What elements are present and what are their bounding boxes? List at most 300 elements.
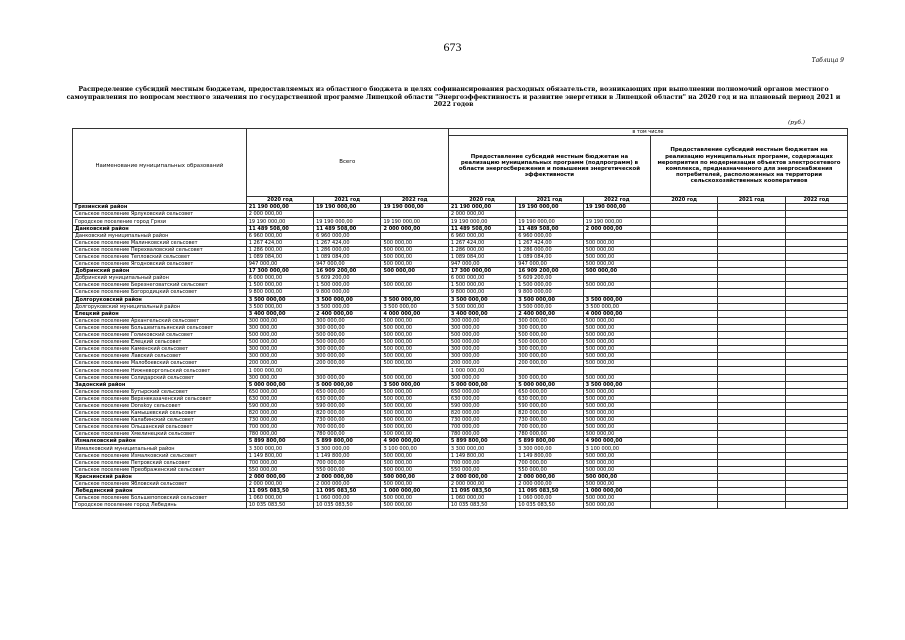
amount-cell: 300 000,00 — [516, 374, 583, 381]
amount-cell — [718, 331, 785, 338]
amount-cell — [785, 346, 847, 353]
amount-cell: 2 000 000,00 — [583, 225, 650, 232]
amount-cell — [651, 232, 718, 239]
amount-cell: 2 400 000,00 — [314, 310, 381, 317]
amount-cell: 17 300 000,00 — [448, 268, 515, 275]
amount-cell: 19 190 000,00 — [516, 218, 583, 225]
table-row — [73, 211, 848, 218]
amount-cell — [718, 431, 785, 438]
district-row — [73, 473, 848, 480]
amount-cell: 3 300 000,00 — [314, 445, 381, 452]
amount-cell — [651, 317, 718, 324]
amount-cell: 2 000 000,00 — [246, 211, 313, 218]
amount-cell: 19 190 000,00 — [246, 218, 313, 225]
table-row — [73, 480, 848, 487]
amount-cell: 5 609 200,00 — [314, 275, 381, 282]
amount-cell: 19 190 000,00 — [583, 218, 650, 225]
amount-cell — [651, 459, 718, 466]
amount-cell: 1 267 424,00 — [448, 239, 515, 246]
amount-cell — [718, 204, 785, 211]
amount-cell: 6 960 000,00 — [246, 232, 313, 239]
amount-cell: 1 267 424,00 — [314, 239, 381, 246]
amount-cell: 3 400 000,00 — [448, 310, 515, 317]
amount-cell: 200 000,00 — [314, 360, 381, 367]
amount-cell: 3 500 000,00 — [448, 296, 515, 303]
amount-cell: 1 060 000,00 — [516, 495, 583, 502]
municipality-name: Сельское поселение Богородицкий сельсовет — [73, 289, 247, 296]
amount-cell: 500 000,00 — [381, 246, 448, 253]
amount-cell — [651, 388, 718, 395]
amount-cell — [785, 253, 847, 260]
amount-cell: 3 300 000,00 — [448, 445, 515, 452]
amount-cell — [718, 445, 785, 452]
amount-cell: 630 000,00 — [314, 395, 381, 402]
amount-cell — [785, 431, 847, 438]
amount-cell: 630 000,00 — [246, 395, 313, 402]
table-row — [73, 410, 848, 417]
amount-cell — [651, 381, 718, 388]
amount-cell: 500 000,00 — [448, 331, 515, 338]
amount-cell: 9 800 000,00 — [314, 289, 381, 296]
amount-cell: 3 500 000,00 — [246, 296, 313, 303]
amount-cell — [718, 452, 785, 459]
municipality-name: Добринский район — [73, 268, 247, 275]
district-row — [73, 296, 848, 303]
amount-cell — [718, 381, 785, 388]
amount-cell: 500 000,00 — [381, 324, 448, 331]
amount-cell: 19 190 000,00 — [381, 204, 448, 211]
municipality-name: Сельское поселение Верхнеказаченский сельсовет — [73, 395, 247, 402]
amount-cell: 500 000,00 — [381, 480, 448, 487]
amount-cell: 500 000,00 — [381, 346, 448, 353]
amount-cell — [785, 452, 847, 459]
municipality-name: Сельское поселение Березнеговатский сельсовет — [73, 282, 247, 289]
amount-cell: 19 190 000,00 — [314, 218, 381, 225]
amount-cell: 1 089 084,00 — [516, 253, 583, 260]
amount-cell: 500 000,00 — [381, 502, 448, 509]
amount-cell — [583, 367, 650, 374]
amount-cell: 11 489 508,00 — [314, 225, 381, 232]
amount-cell — [785, 424, 847, 431]
amount-cell: 11 095 083,50 — [246, 488, 313, 495]
amount-cell: 11 489 508,00 — [516, 225, 583, 232]
amount-cell — [651, 246, 718, 253]
amount-cell: 500 000,00 — [381, 417, 448, 424]
amount-cell — [785, 495, 847, 502]
amount-cell: 500 000,00 — [583, 473, 650, 480]
amount-cell — [785, 445, 847, 452]
table-row — [73, 261, 848, 268]
amount-cell — [651, 410, 718, 417]
amount-cell: 1 060 000,00 — [246, 495, 313, 502]
amount-cell: 16 909 200,00 — [314, 268, 381, 275]
amount-cell — [651, 431, 718, 438]
municipality-name: Измалковский муниципальный район — [73, 445, 247, 452]
table-row — [73, 289, 848, 296]
amount-cell: 10 035 083,50 — [246, 502, 313, 509]
table-row — [73, 360, 848, 367]
amount-cell: 1 149 800,00 — [516, 452, 583, 459]
amount-cell — [785, 204, 847, 211]
amount-cell: 2 000 000,00 — [314, 473, 381, 480]
amount-cell — [785, 367, 847, 374]
amount-cell — [651, 261, 718, 268]
amount-cell — [785, 225, 847, 232]
amount-cell: 820 000,00 — [314, 410, 381, 417]
amount-cell — [381, 289, 448, 296]
amount-cell: 500 000,00 — [583, 410, 650, 417]
municipality-name: Сельское поселение Большепоповский сельсовет — [73, 495, 247, 502]
amount-cell — [718, 402, 785, 409]
amount-cell: 1 000 000,00 — [381, 488, 448, 495]
municipality-name: Сельское поселение Тепловский сельсовет — [73, 253, 247, 260]
amount-cell: 10 035 083,50 — [448, 502, 515, 509]
amount-cell — [718, 374, 785, 381]
amount-cell: 500 000,00 — [583, 268, 650, 275]
amount-cell — [651, 495, 718, 502]
amount-cell: 11 095 083,50 — [516, 488, 583, 495]
amount-cell — [718, 211, 785, 218]
amount-cell — [381, 211, 448, 218]
amount-cell — [314, 211, 381, 218]
amount-cell — [785, 374, 847, 381]
amount-cell: 500 000,00 — [246, 339, 313, 346]
amount-cell — [651, 480, 718, 487]
amount-cell: 1 500 000,00 — [246, 282, 313, 289]
amount-cell — [785, 303, 847, 310]
amount-cell — [718, 346, 785, 353]
amount-cell: 1 149 800,00 — [246, 452, 313, 459]
municipality-name: Долгоруковский район — [73, 296, 247, 303]
municipality-name: Сельское поселение Калабинский сельсовет — [73, 417, 247, 424]
municipality-name: Сельское поселение Архангельский сельсовет — [73, 317, 247, 324]
amount-cell: 500 000,00 — [381, 473, 448, 480]
amount-cell — [651, 353, 718, 360]
amount-cell: 500 000,00 — [583, 431, 650, 438]
amount-cell: 2 000 000,00 — [246, 480, 313, 487]
amount-cell — [651, 239, 718, 246]
amount-cell: 500 000,00 — [583, 502, 650, 509]
year-header-2: 2022 год — [381, 197, 448, 204]
amount-cell: 2 000 000,00 — [246, 473, 313, 480]
amount-cell: 500 000,00 — [381, 360, 448, 367]
amount-cell — [785, 282, 847, 289]
amount-cell: 1 000 000,00 — [246, 367, 313, 374]
amount-cell — [651, 211, 718, 218]
amount-cell: 1 286 000,00 — [246, 246, 313, 253]
amount-cell: 500 000,00 — [583, 360, 650, 367]
amount-cell — [718, 239, 785, 246]
amount-cell: 1 000 000,00 — [583, 488, 650, 495]
amount-cell — [651, 452, 718, 459]
amount-cell: 650 000,00 — [246, 388, 313, 395]
amount-cell: 3 300 000,00 — [516, 445, 583, 452]
municipality-name: Сельское поселение Ольшанский сельсовет — [73, 424, 247, 431]
amount-cell: 3 100 000,00 — [381, 445, 448, 452]
amount-cell: 5 000 000,00 — [448, 381, 515, 388]
amount-cell — [718, 466, 785, 473]
amount-cell: 19 190 000,00 — [516, 204, 583, 211]
amount-cell: 500 000,00 — [381, 410, 448, 417]
year-header-3: 2020 год — [448, 197, 515, 204]
amount-cell: 700 000,00 — [448, 424, 515, 431]
amount-cell: 1 286 000,00 — [516, 246, 583, 253]
amount-cell: 500 000,00 — [583, 282, 650, 289]
table-row — [73, 232, 848, 239]
amount-cell: 300 000,00 — [246, 346, 313, 353]
amount-cell — [718, 502, 785, 509]
amount-cell: 500 000,00 — [583, 495, 650, 502]
amount-cell: 6 000 000,00 — [246, 275, 313, 282]
amount-cell: 5 899 800,00 — [516, 438, 583, 445]
table-row — [73, 253, 848, 260]
amount-cell — [785, 417, 847, 424]
table-row — [73, 353, 848, 360]
amount-cell: 300 000,00 — [448, 317, 515, 324]
header-group1: Предоставление субсидий местным бюджетам на реализацию муниципальных программ (подпрограмм) в области энергосбережения и повышения энергетической эффективности — [448, 136, 650, 197]
amount-cell — [718, 480, 785, 487]
amount-cell: 500 000,00 — [583, 480, 650, 487]
amount-cell: 500 000,00 — [583, 424, 650, 431]
amount-cell — [651, 402, 718, 409]
table-row — [73, 246, 848, 253]
amount-cell: 947 000,00 — [448, 261, 515, 268]
amount-cell — [718, 473, 785, 480]
amount-cell: 500 000,00 — [381, 374, 448, 381]
amount-cell: 500 000,00 — [381, 253, 448, 260]
amount-cell — [718, 253, 785, 260]
municipality-name: Грязинский район — [73, 204, 247, 211]
amount-cell — [718, 218, 785, 225]
amount-cell: 1 060 000,00 — [314, 495, 381, 502]
amount-cell: 650 000,00 — [314, 388, 381, 395]
amount-cell: 21 190 000,00 — [246, 204, 313, 211]
amount-cell — [785, 268, 847, 275]
year-header-8: 2022 год — [785, 197, 847, 204]
amount-cell: 3 500 000,00 — [381, 296, 448, 303]
table-row — [73, 346, 848, 353]
amount-cell: 500 000,00 — [381, 239, 448, 246]
amount-cell: 300 000,00 — [246, 317, 313, 324]
amount-cell — [651, 218, 718, 225]
amount-cell: 500 000,00 — [381, 431, 448, 438]
amount-cell — [583, 232, 650, 239]
municipality-name: Сельское поселение Хмелинецкий сельсовет — [73, 431, 247, 438]
amount-cell — [785, 360, 847, 367]
amount-cell: 300 000,00 — [314, 324, 381, 331]
amount-cell — [718, 360, 785, 367]
municipality-name: Данковский район — [73, 225, 247, 232]
amount-cell: 700 000,00 — [246, 459, 313, 466]
amount-cell — [651, 445, 718, 452]
amount-cell — [651, 374, 718, 381]
municipality-name: Сельское поселение Ярлуковский сельсовет — [73, 211, 247, 218]
amount-cell: 3 500 000,00 — [381, 303, 448, 310]
table-body — [73, 204, 848, 509]
table-row — [73, 417, 848, 424]
amount-cell — [651, 331, 718, 338]
amount-cell — [718, 317, 785, 324]
table-row — [73, 466, 848, 473]
table-row — [73, 502, 848, 509]
amount-cell: 9 800 000,00 — [246, 289, 313, 296]
amount-cell: 300 000,00 — [246, 374, 313, 381]
amount-cell: 300 000,00 — [246, 353, 313, 360]
unit-label: (руб.) — [788, 120, 805, 126]
amount-cell: 11 095 083,50 — [314, 488, 381, 495]
amount-cell: 500 000,00 — [583, 459, 650, 466]
municipality-name: Краснинский район — [73, 473, 247, 480]
table-row — [73, 331, 848, 338]
amount-cell: 2 000 000,00 — [448, 211, 515, 218]
amount-cell: 947 000,00 — [516, 261, 583, 268]
municipality-name: Сельское поселение Нижневоргольский сельсовет — [73, 367, 247, 374]
amount-cell: 2 000 000,00 — [516, 480, 583, 487]
table-row — [73, 495, 848, 502]
amount-cell — [651, 253, 718, 260]
amount-cell — [651, 488, 718, 495]
municipality-name: Долгоруковский муниципальный район — [73, 303, 247, 310]
amount-cell: 5 899 800,00 — [246, 438, 313, 445]
amount-cell: 500 000,00 — [583, 466, 650, 473]
amount-cell — [651, 360, 718, 367]
municipality-name: Лебедянский район — [73, 488, 247, 495]
amount-cell — [651, 303, 718, 310]
municipality-name: Сельское поселение Камышевский сельсовет — [73, 410, 247, 417]
amount-cell: 500 000,00 — [381, 424, 448, 431]
amount-cell: 500 000,00 — [583, 402, 650, 409]
municipality-name: Сельское поселение Большеитальянский сельсовет — [73, 324, 247, 331]
table-row — [73, 431, 848, 438]
amount-cell — [718, 246, 785, 253]
amount-cell — [718, 488, 785, 495]
amount-cell — [651, 466, 718, 473]
municipality-name: Сельское поселение Измалковский сельсовет — [73, 452, 247, 459]
amount-cell: 9 800 000,00 — [448, 289, 515, 296]
amount-cell: 3 300 000,00 — [246, 445, 313, 452]
amount-cell: 3 500 000,00 — [583, 296, 650, 303]
amount-cell: 3 500 000,00 — [583, 303, 650, 310]
amount-cell: 5 899 800,00 — [314, 438, 381, 445]
amount-cell: 1 089 084,00 — [314, 253, 381, 260]
amount-cell: 500 000,00 — [583, 388, 650, 395]
table-row — [73, 402, 848, 409]
amount-cell — [785, 324, 847, 331]
amount-cell: 500 000,00 — [381, 353, 448, 360]
amount-cell: 5 000 000,00 — [246, 381, 313, 388]
year-header-5: 2022 год — [583, 197, 650, 204]
amount-cell — [516, 367, 583, 374]
amount-cell: 700 000,00 — [314, 424, 381, 431]
amount-cell: 500 000,00 — [381, 388, 448, 395]
amount-cell — [651, 324, 718, 331]
amount-cell: 500 000,00 — [583, 346, 650, 353]
amount-cell: 730 000,00 — [448, 417, 515, 424]
amount-cell: 590 000,00 — [448, 402, 515, 409]
amount-cell — [651, 502, 718, 509]
amount-cell: 4 900 000,00 — [583, 438, 650, 445]
amount-cell — [785, 402, 847, 409]
amount-cell — [785, 275, 847, 282]
amount-cell — [718, 410, 785, 417]
amount-cell: 2 400 000,00 — [516, 310, 583, 317]
amount-cell — [651, 296, 718, 303]
amount-cell: 500 000,00 — [583, 324, 650, 331]
amount-cell: 820 000,00 — [516, 410, 583, 417]
amount-cell — [785, 331, 847, 338]
amount-cell — [583, 289, 650, 296]
amount-cell — [718, 388, 785, 395]
amount-cell: 1 267 424,00 — [246, 239, 313, 246]
amount-cell — [785, 473, 847, 480]
amount-cell — [718, 282, 785, 289]
amount-cell: 3 500 000,00 — [448, 303, 515, 310]
amount-cell: 1 267 424,00 — [516, 239, 583, 246]
amount-cell: 500 000,00 — [381, 459, 448, 466]
table-row — [73, 303, 848, 310]
year-header-1: 2021 год — [314, 197, 381, 204]
amount-cell — [718, 303, 785, 310]
amount-cell: 500 000,00 — [381, 339, 448, 346]
amount-cell: 4 000 000,00 — [381, 310, 448, 317]
amount-cell: 500 000,00 — [583, 339, 650, 346]
amount-cell: 3 500 000,00 — [516, 303, 583, 310]
district-row — [73, 268, 848, 275]
amount-cell — [381, 367, 448, 374]
amount-cell — [651, 225, 718, 232]
amount-cell: 1 500 000,00 — [448, 282, 515, 289]
table-label: Таблица 9 — [811, 57, 844, 64]
amount-cell: 300 000,00 — [516, 324, 583, 331]
amount-cell — [785, 388, 847, 395]
table-row — [73, 459, 848, 466]
amount-cell: 947 000,00 — [314, 261, 381, 268]
amount-cell — [583, 211, 650, 218]
amount-cell — [651, 417, 718, 424]
amount-cell — [516, 211, 583, 218]
amount-cell: 3 500 000,00 — [246, 303, 313, 310]
amount-cell — [785, 395, 847, 402]
amount-cell — [651, 395, 718, 402]
amount-cell: 4 000 000,00 — [583, 310, 650, 317]
amount-cell: 820 000,00 — [246, 410, 313, 417]
municipality-name: Сельское поселение Преображенский сельсовет — [73, 466, 247, 473]
amount-cell: 500 000,00 — [583, 239, 650, 246]
amount-cell: 300 000,00 — [448, 324, 515, 331]
amount-cell: 700 000,00 — [516, 424, 583, 431]
amount-cell — [718, 232, 785, 239]
amount-cell: 3 500 000,00 — [583, 381, 650, 388]
amount-cell: 19 190 000,00 — [448, 218, 515, 225]
municipality-name: Городское поселение город Грязи — [73, 218, 247, 225]
amount-cell: 650 000,00 — [448, 388, 515, 395]
municipality-name: Данковский муниципальный район — [73, 232, 247, 239]
amount-cell: 3 400 000,00 — [246, 310, 313, 317]
table-row — [73, 317, 848, 324]
municipality-name: Сельское поселение Перехваловский сельсовет — [73, 246, 247, 253]
amount-cell — [718, 339, 785, 346]
amount-cell — [718, 353, 785, 360]
amount-cell: 650 000,00 — [516, 388, 583, 395]
amount-cell — [718, 310, 785, 317]
amount-cell — [718, 495, 785, 502]
amount-cell — [651, 268, 718, 275]
amount-cell: 550 000,00 — [516, 466, 583, 473]
amount-cell: 21 190 000,00 — [448, 204, 515, 211]
amount-cell: 500 000,00 — [314, 331, 381, 338]
amount-cell — [651, 438, 718, 445]
header-group2: Предоставление субсидий местным бюджетам на реализацию муниципальных программ, содержащих мероприятия по модернизации объектов электросетевого комплекса, предназначенного для энергоснабжения потребителей, расположенных на территории сельскохозяйственных кооперативов — [651, 136, 848, 197]
